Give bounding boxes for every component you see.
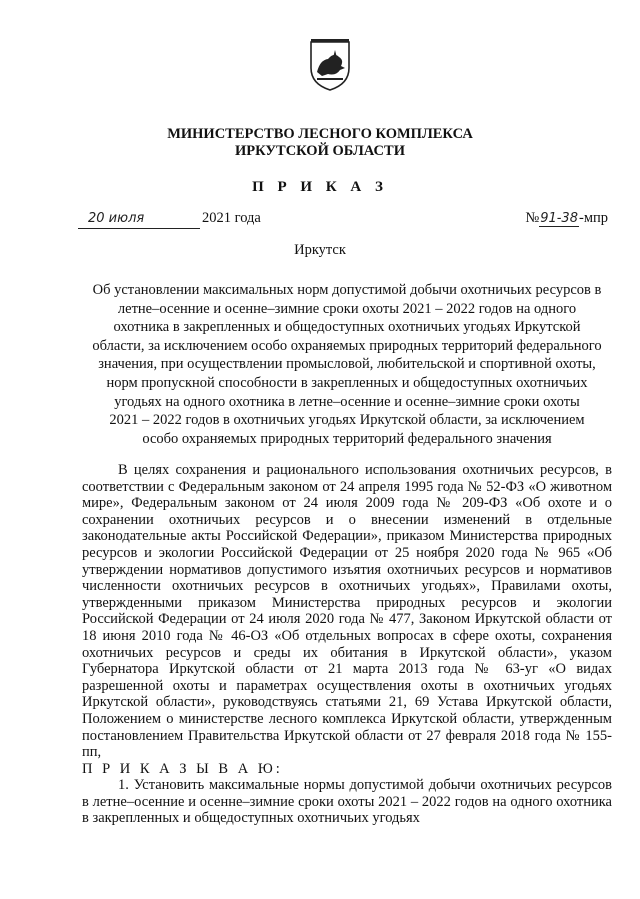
subject-line: 2021 – 2022 годов в охотничьих угодьях Иркутской области, за исключением: [109, 412, 585, 429]
order-number-prefix: №: [525, 210, 540, 226]
order-title: П Р И К А З: [252, 179, 388, 195]
subject-line: охотника в закрепленных и общедоступных охотничьих угодьях Иркутской: [113, 319, 581, 336]
date-underline: [78, 228, 200, 229]
ministry-name-line-1: МИНИСТЕРСТВО ЛЕСНОГО КОМПЛЕКСА: [167, 126, 473, 142]
coat-of-arms-icon: [308, 38, 352, 92]
handwritten-date: 20 июля: [88, 211, 145, 226]
ministry-name: [0, 126, 640, 160]
point-1-paragraph: 1. Установить максимальные нормы допустимой добычи охотничьих ресурсов в летне–осенние и осенне–зимние сроки охоты 2021 – 2022 годов на одного охотника в закрепленных и общедоступных охотничьих угодьях: [82, 777, 612, 827]
handwritten-order-number: 91-38: [540, 211, 578, 226]
order-number: [525, 210, 608, 227]
subject-line: особо охраняемых природных территорий федерального значения: [142, 430, 552, 447]
subject-line: норм пропускной способности в закрепленных и общедоступных охотничьих: [106, 374, 588, 391]
order-subject: [82, 281, 612, 448]
order-directive-word: П Р И К А З Ы В А Ю:: [82, 760, 283, 777]
order-number-suffix: -мпр: [578, 210, 608, 226]
order-body: [82, 462, 612, 827]
subject-line: летне–осенние и осенне–зимние сроки охоты 2021 – 2022 годов на одного: [117, 300, 577, 317]
subject-line: области, за исключением особо охраняемых природных территорий федерального: [92, 337, 602, 354]
city: Иркутск: [294, 242, 346, 258]
ministry-name-line-2: ИРКУТСКОЙ ОБЛАСТИ: [235, 143, 405, 159]
subject-line: значения, при осуществлении промысловой, любительской и спортивной охоты,: [98, 356, 596, 373]
order-year: 2021 года: [202, 210, 261, 226]
preamble-paragraph: В целях сохранения и рационального использования охотничьих ресурсов, в соответствии с Федеральным законом от 24 апреля 1995 года № 52-ФЗ «О животном мире», Федеральным законом от 24 июля 2009 года № 209-ФЗ «Об охоте и о сохранении охотничьих ресурсов и о внесении изменений в отдельные законодательные акты Российской Федерации», приказом Министерства природных ресурсов и экологии Российской Федерации от 25 ноября 2020 года № 965 «Об утверждении нормативов допустимого изъятия охотничьих ресурсов и нормативов численности охотничьих ресурсов в охотничьих угодьях», Правилами охоты, утвержденными приказом Министерства природных ресурсов и экологии Российской Федерации от 24 июля 2020 года № 477, Законом Иркутской области от 18 июня 2010 года № 46-ОЗ «Об отдельных вопросах в сфере охоты, сохранения охотничьих ресурсов и среды их обитания в Иркутской области», указом Губернатора Иркутской области от 21 марта 2013 года № 63-уг «О видах разрешенной охоты и параметрах осуществления охоты в охотничьих угодьях Иркутской области», руководствуясь статьями 21, 69 Устава Иркутской области, Положением о министерстве лесного комплекса Иркутской области, утвержденным постановлением Правительства Иркутской области от 27 февраля 2018 года № 155-пп,: [82, 462, 612, 761]
subject-line: угодьях на одного охотника в летне–осенние и осенне–зимние сроки охоты: [114, 393, 580, 410]
subject-line: Об установлении максимальных норм допустимой добычи охотничьих ресурсов в: [92, 282, 602, 298]
date-number-line: [78, 210, 608, 232]
